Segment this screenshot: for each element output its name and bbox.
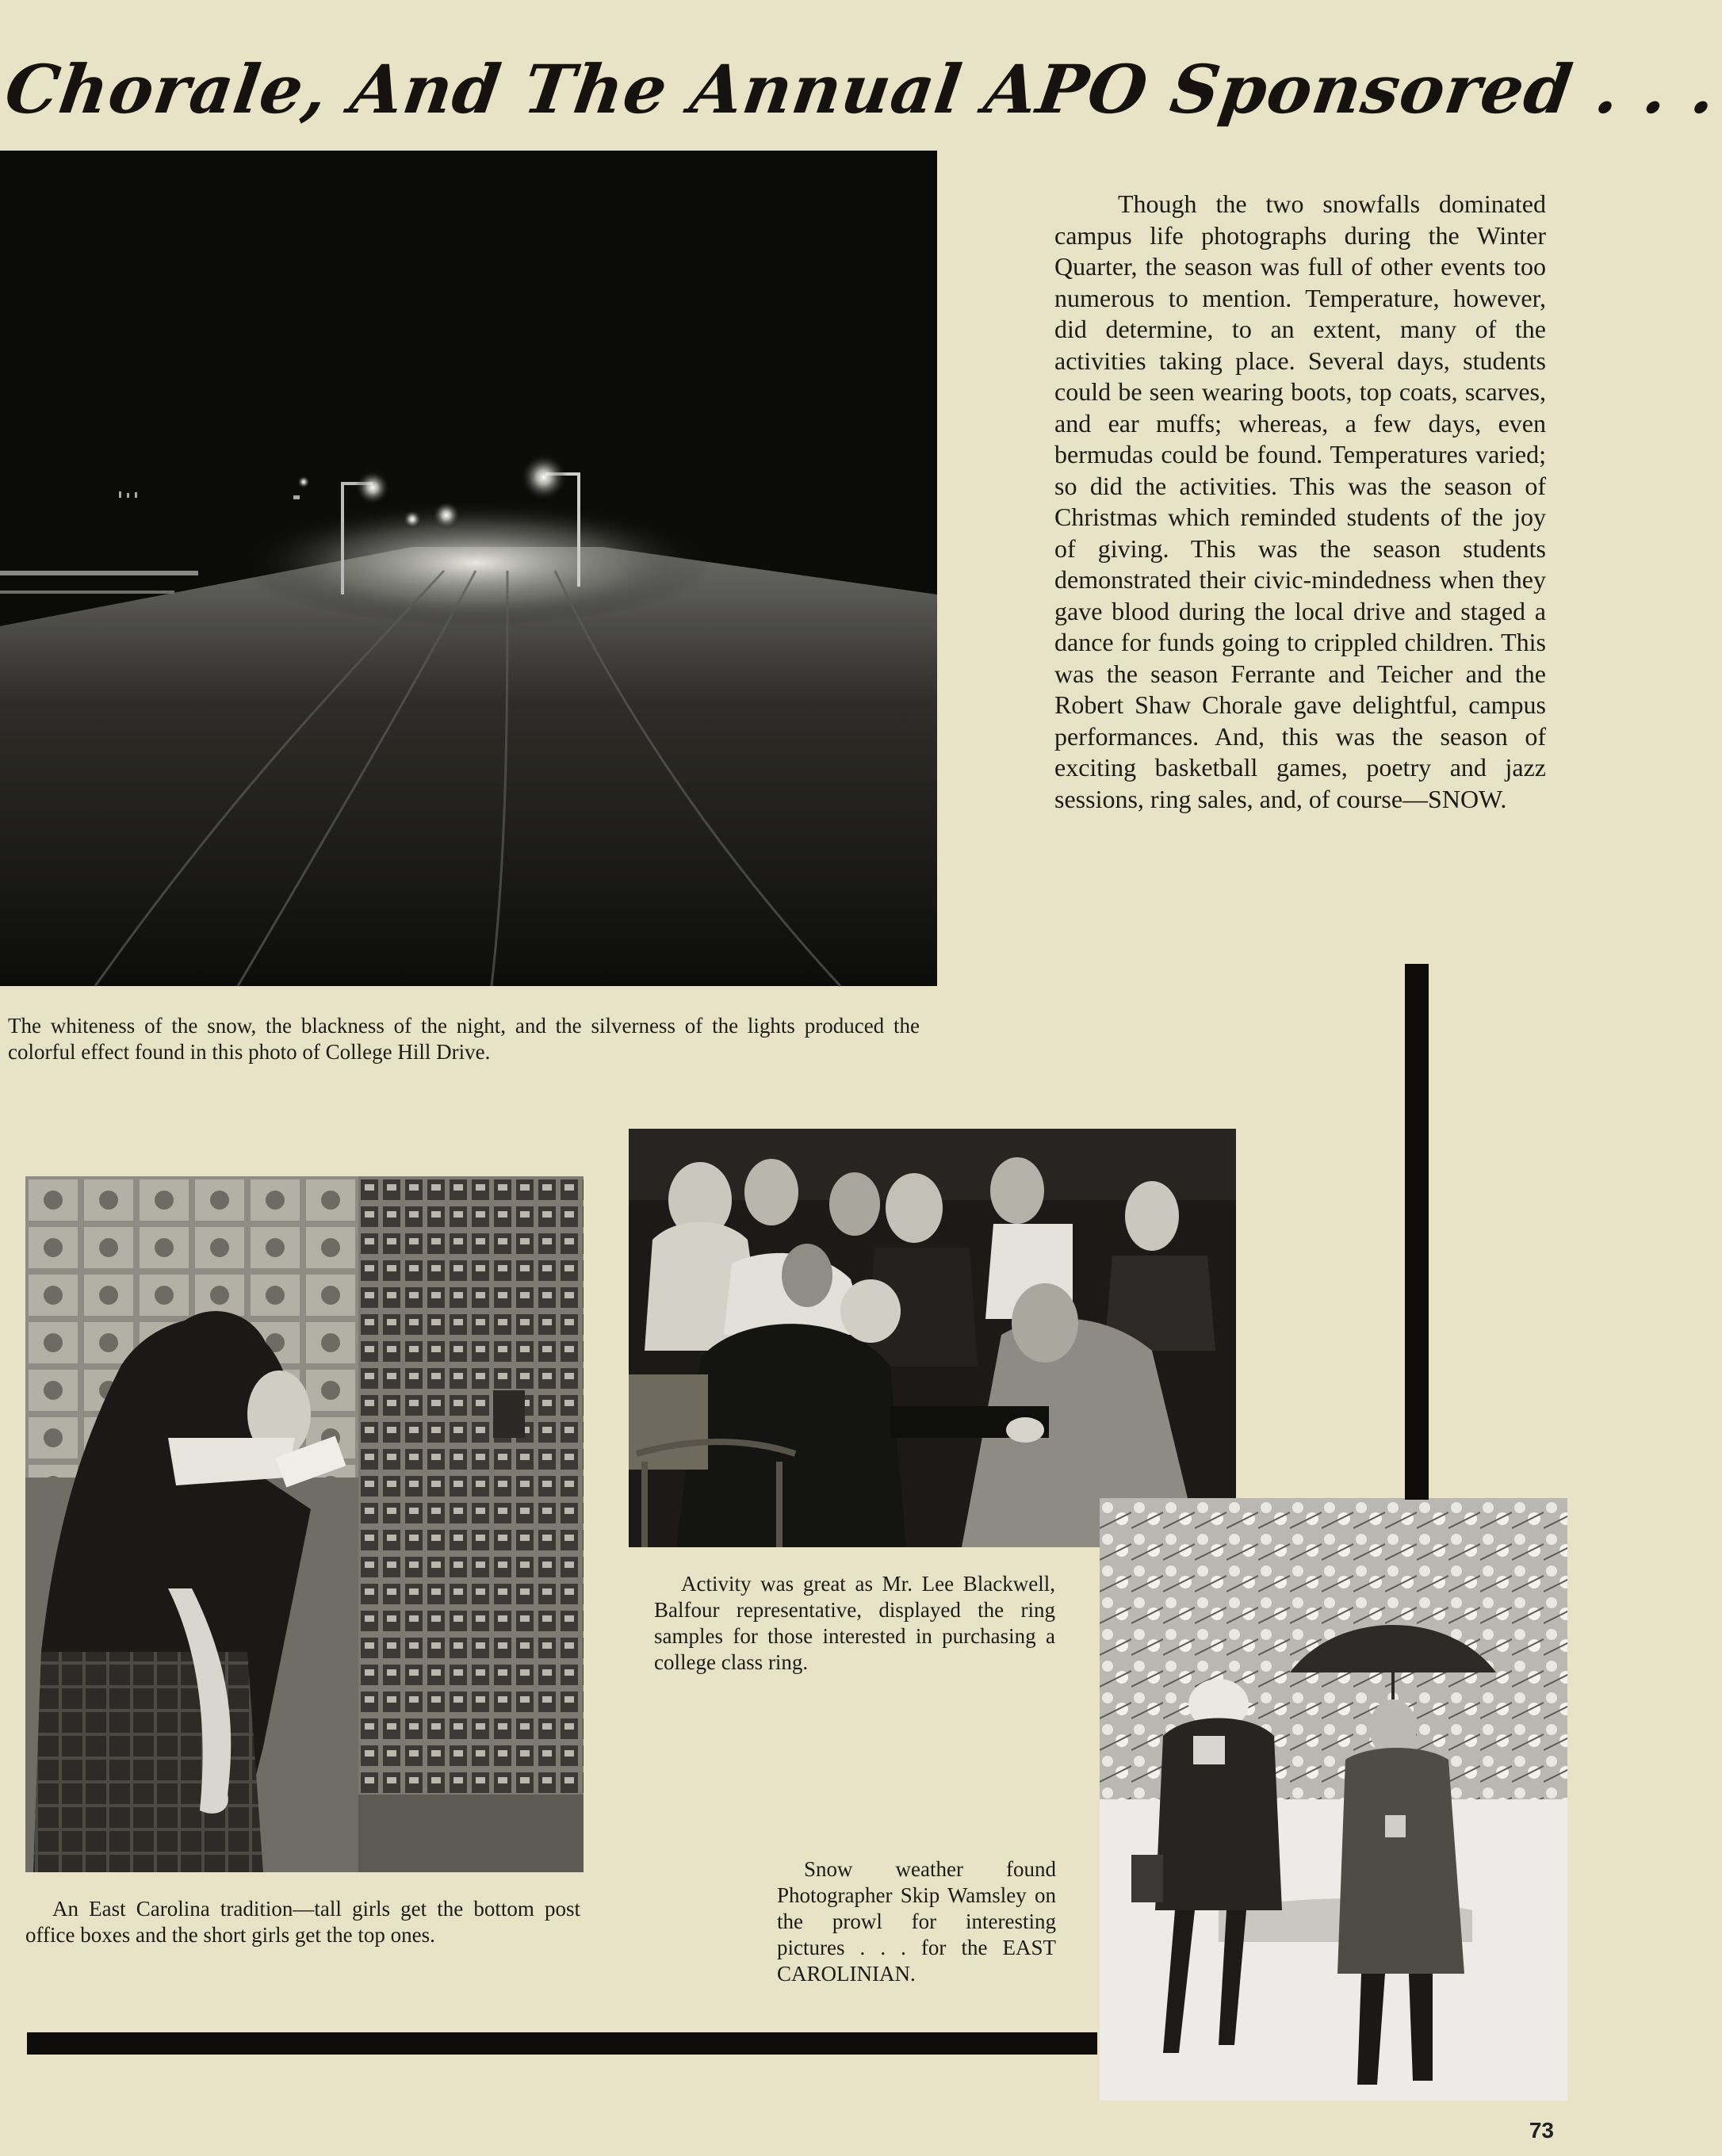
photo-ring-sale [629,1129,1236,1547]
article-body: Though the two snowfalls dominated campus life photographs during the Winter Quarter, the season was full of other events too numerous to mention. Temperature, however, did determine, to an extent, many of the activities taking place. Several days, students could be seen wearing boots, top coats, scarves, and ear muffs; whereas, a few days, even bermudas could be found. Temperatures varied; so did the activities. This was the season of Christmas which reminded students of the joy of giving. This was the season students demonstrated their civic-mindedness when they gave blood during the local drive and staged a dance for funds going to crippled children. This was the season Ferrante and Teicher and the Robert Shaw Chorale gave delightful, campus performances. And, this was the season of exciting basketball games, poetry and jazz sessions, ring sales, and, of course—SNOW. [1054,189,1546,813]
caption-ring-sale: Activity was great as Mr. Lee Blackwell, Balfour representative, displayed the ring samples for those interested in purchasing a college class ring. [654,1572,1055,1674]
photo-photographer-in-snow [1100,1498,1567,2101]
page-number: 73 [1529,2118,1554,2143]
caption-post-office: An East Carolina tradition—tall girls get the bottom post office boxes and the short girls get the top ones. [25,1897,580,1947]
photo-post-office-boxes [25,1176,584,1872]
caption-night-drive: The whiteness of the snow, the blackness of the night, and the silverness of the lights produced the colorful effect found in this photo of College Hill Drive. [8,1014,920,1064]
horizontal-rule [27,2032,1097,2055]
caption-photographer: Snow weather found Photographer Skip Wamsley on the prowl for interesting pictures . . . for the EAST CAROLINIAN. [777,1857,1056,1986]
vertical-rule [1405,964,1429,1500]
photo-college-hill-drive [0,151,937,986]
page-headline: Chorale, And The Annual APO Sponsored . . . [0,50,1722,128]
